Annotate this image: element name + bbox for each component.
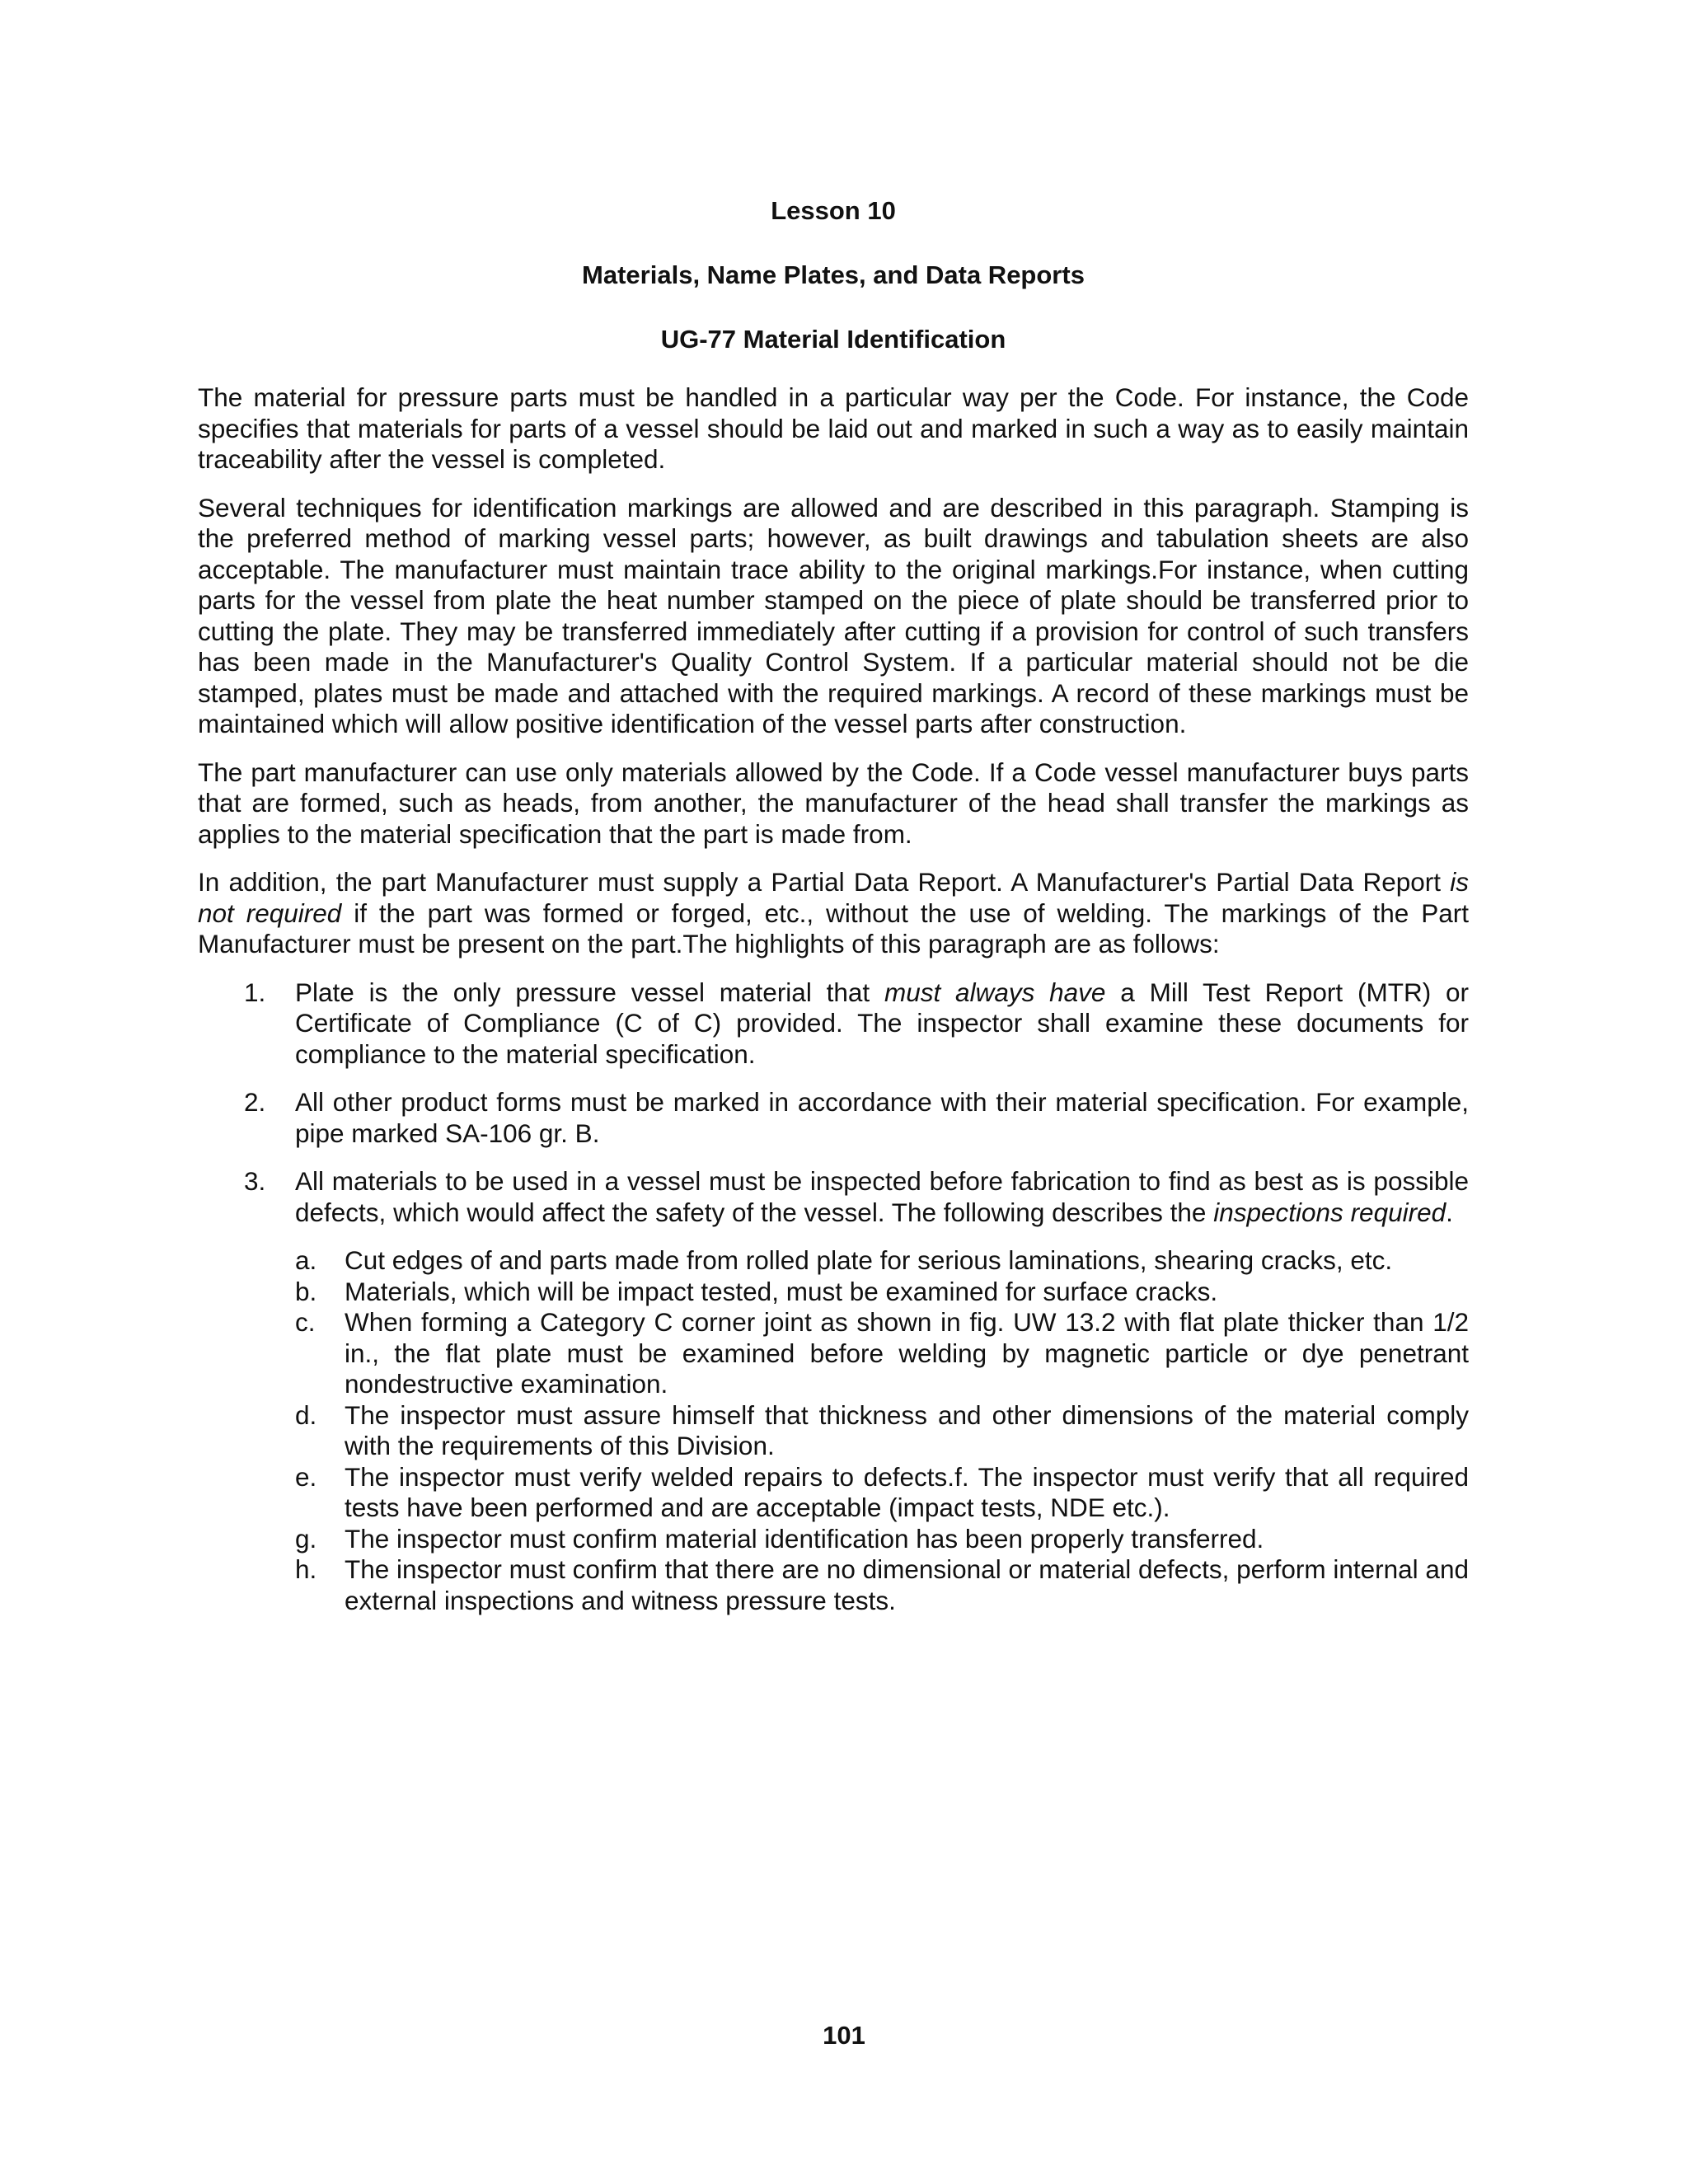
list-marker: 1. [244,977,266,1007]
paragraph-4-text-a: In addition, the part Manufacturer must supply a Partial Data Report. A Manufacturer's Partial Data Report [198,867,1451,897]
list-item [198,1554,1469,1616]
list-item-text: All other product forms must be marked in accordance with their material specification. For example, pipe marked SA-106 gr. B. [295,1087,1469,1148]
list-item [198,1462,1469,1524]
list-item-text: Plate is the only pressure vessel material that [295,977,884,1007]
page-number: 101 [823,2021,865,2050]
list-item [198,1524,1469,1555]
list-marker: c. [295,1307,316,1337]
list-marker: d. [295,1399,317,1430]
list-item [198,1245,1469,1277]
list-item [198,1166,1469,1228]
lettered-list [198,1245,1469,1616]
section-title: UG-77 Material Identification [660,325,1006,354]
list-item-text: . [1446,1197,1453,1227]
paragraph-4-text-b: if the part was formed or forged, etc., without the use of welding. The markings of the Part Manufacturer must be present on the part.The highlights of this paragraph are as follows: [198,898,1469,958]
lesson-title: Lesson 10 [771,196,896,225]
paragraph-4-italic: is not required [198,867,1469,928]
numbered-list [198,977,1469,1229]
paragraph-3: The part manufacturer can use only materials allowed by the Code. If a Code vessel manufacturer buys parts that are formed, such as heads, from another, the manufacturer of the head shall transfer the markings as applies to the material specification that the part is made from. [198,757,1469,849]
list-item-italic: inspections required [1213,1197,1447,1227]
list-item [198,1400,1469,1462]
list-marker: b. [295,1276,317,1306]
list-item-text: When forming a Category C corner joint as shown in fig. UW 13.2 with flat plate thicker than 1/2 in., the flat plate must be examined before welding by magnetic particle or dye penetrant nondestructive examination. [345,1307,1469,1399]
paragraph-4 [198,867,1469,960]
paragraph-2: Several techniques for identification markings are allowed and are described in this paragraph. Stamping is the preferred method of marking vessel parts; however, as built drawings and tabulation sheets are also acceptable. The manufacturer must maintain trace ability to the original markings.For instance, when cutting parts for the vessel from plate the heat number stamped on the piece of plate should be transferred prior to cutting the plate. They may be transferred immediately after cutting if a provision for control of such transfers has been made in the Manufacturer's Quality Control System. If a particular material should not be die stamped, plates must be made and attached with the required markings. A record of these markings must be maintained which will allow positive identification of the vessel parts after construction. [198,492,1469,738]
list-item [198,1277,1469,1308]
list-item-text: a Mill Test Report (MTR) or Certificate of Compliance (C of C) provided. The inspector shall examine these documents for compliance to the material specification. [295,977,1469,1069]
document-page [198,194,1469,1616]
list-item-text: Materials, which will be impact tested, must be examined for surface cracks. [345,1276,1218,1306]
list-item [198,1307,1469,1400]
list-marker: g. [295,1523,317,1554]
list-marker: 2. [244,1087,266,1117]
list-item-text: The inspector must verify welded repairs to defects.f. The inspector must verify that all required tests have been performed and are acceptable (impact tests, NDE etc.). [345,1461,1469,1522]
list-item-text: The inspector must confirm material identification has been properly transferred. [345,1523,1264,1554]
list-marker: a. [295,1245,317,1275]
list-marker: h. [295,1554,317,1584]
list-item-text: All materials to be used in a vessel must be inspected before fabrication to find as best as is possible defects, which would affect the safety of the vessel. The following describes the [295,1166,1469,1227]
list-item-text: Cut edges of and parts made from rolled plate for serious laminations, shearing cracks, etc. [345,1245,1393,1275]
list-item [198,1087,1469,1149]
paragraph-1: The material for pressure parts must be handled in a particular way per the Code. For instance, the Code specifies that materials for parts of a vessel should be laid out and marked in such a way as to easily maintain traceability after the vessel is completed. [198,382,1469,474]
list-item-italic: must always have [884,977,1106,1007]
chapter-title: Materials, Name Plates, and Data Reports [582,260,1085,289]
list-item-text: The inspector must assure himself that thickness and other dimensions of the material comply with the requirements of this Division. [345,1399,1469,1460]
list-marker: 3. [244,1166,266,1196]
list-item [198,977,1469,1071]
list-marker: e. [295,1461,317,1492]
list-item-text: The inspector must confirm that there are no dimensional or material defects, perform internal and external inspections and witness pressure tests. [345,1554,1469,1615]
